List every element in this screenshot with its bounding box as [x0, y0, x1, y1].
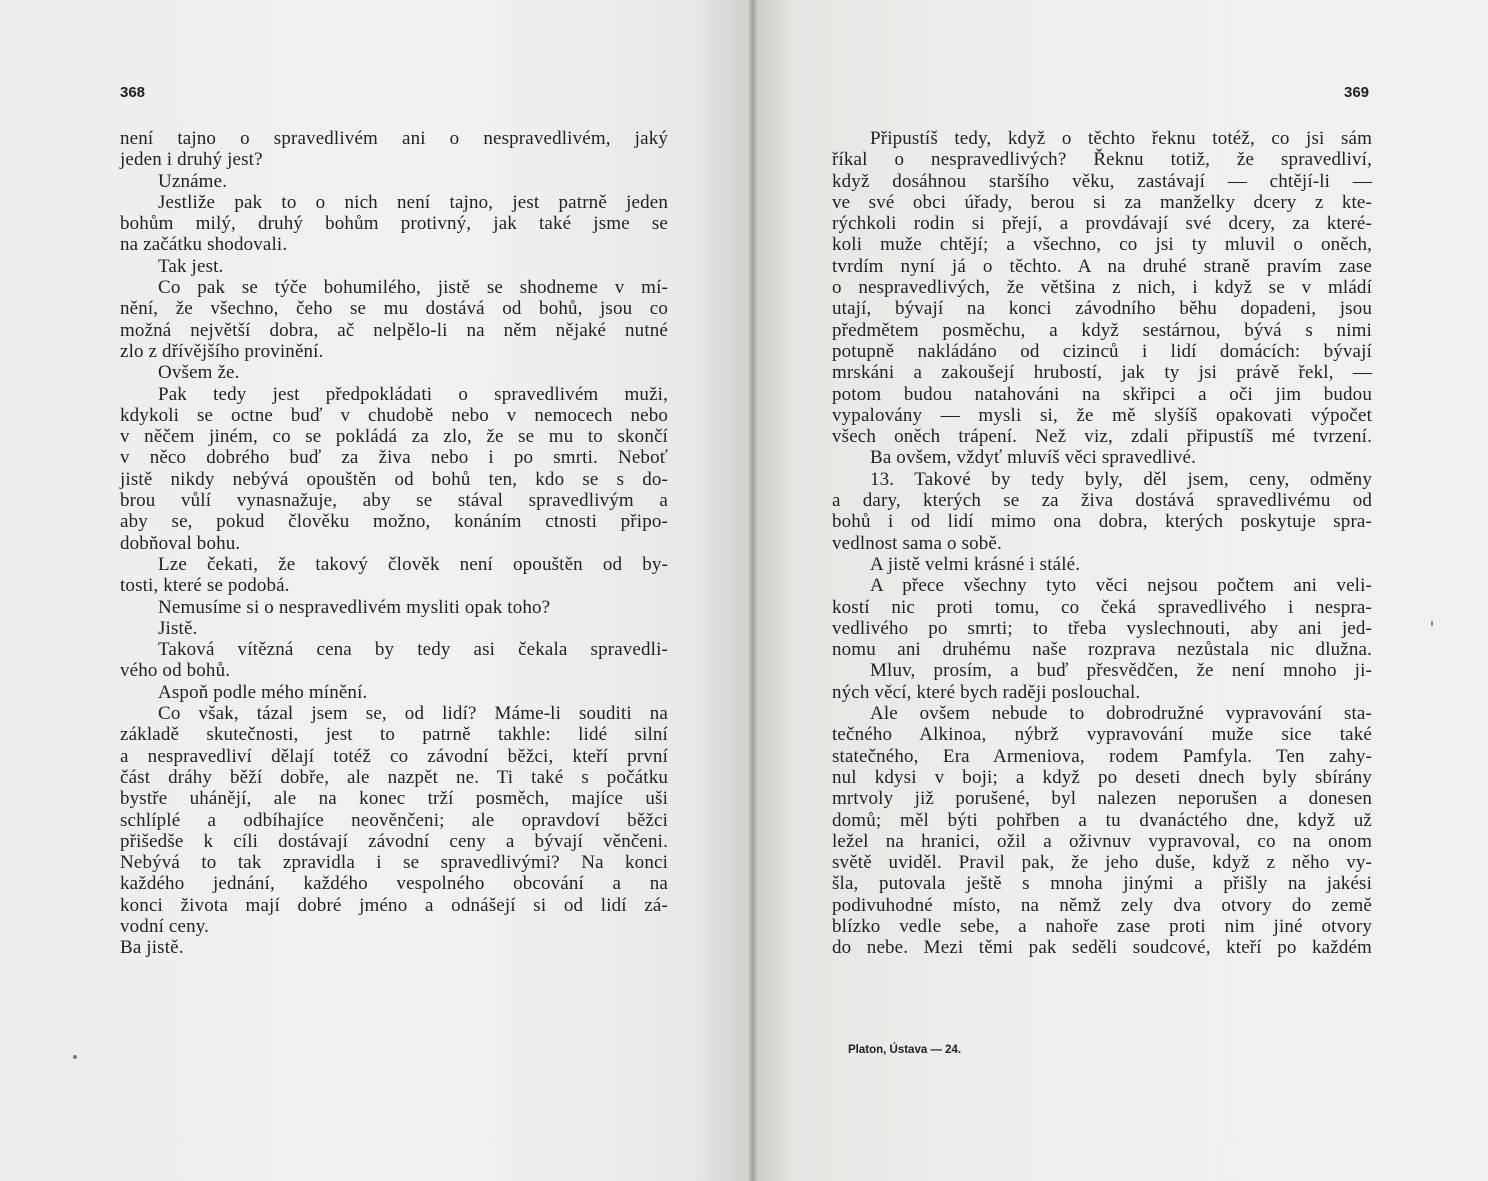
text-line: nění, že všechno, čeho se mu dostává od bohů, jsou co [120, 298, 668, 320]
text-line: Připustíš tedy, když o těchto řeknu totéž, co jsi sám [870, 128, 1372, 149]
text-line: Co pak se týče bohumilého, jistě se shodneme v mí- [158, 277, 668, 299]
text-line: a nespravedliví dělají totéž co závodní běžci, kteří první [120, 745, 668, 767]
text-line: domů; měl býti pohřben a tu dvanáctého dne, když už [832, 809, 1372, 831]
text-line: vého od bohů. [120, 660, 231, 682]
text-line: Aspoň podle mého mínění. [158, 681, 368, 703]
book-gutter [748, 0, 758, 1181]
text-line: Taková vítězná cena by tedy asi čekala spravedli- [158, 639, 668, 661]
text-line: možná největší dobra, ač nelpělo-li na něm nějaké nutné [120, 319, 668, 341]
text-line: jistě nikdy nebývá opouštěn od bohů ten, kdo se s do- [120, 468, 668, 490]
text-line: Nebývá to tak zpravidla i se spravedlivými? Na konci [120, 852, 668, 874]
text-line: mrtvoly již porušené, byl nalezen neporušen a donesen [832, 788, 1372, 810]
text-line: tosti, které se podobá. [120, 575, 290, 597]
text-line: světě uviděl. Pravil pak, že jeho duše, když z něho vy- [832, 852, 1372, 874]
page-number-left: 368 [120, 84, 146, 101]
text-line: v něco dobrého buď za živa nebo i po smrti. Neboť [120, 447, 668, 469]
text-line: nomu ani druhému naše rozprava nezůstala nic dlužna. [832, 639, 1372, 661]
text-line: rýchkoli rodin si přejí, a provdávají své dcery, za které- [832, 213, 1372, 235]
text-line: předmětem posměchu, a když sestárnou, bývá s nimi [832, 319, 1372, 341]
text-line: šla, putovala ještě s mnoha jinými a přišly na jakési [832, 873, 1372, 895]
text-line: Ale ovšem nebude to dobrodružné vypravování sta- [870, 703, 1372, 725]
text-line: aby se, pokud člověku možno, konáním ctnosti připo- [120, 511, 668, 533]
text-line: A jistě velmi krásné i stálé. [870, 553, 1081, 575]
text-line: A přece všechny tyto věci nejsou počtem ani veli- [870, 575, 1372, 597]
text-line: o nespravedlivých, že většina z nich, i když se v mládí [832, 277, 1372, 299]
text-line: konci života mají dobré jméno a odnášejí si od lidí zá- [120, 894, 668, 916]
text-line: vypalovány — mysli si, že mě slyšíš opakovati výpočet [832, 404, 1372, 426]
text-line: schlíplé a odbíhajíce neověnčeni; ale opravdoví běžci [120, 809, 668, 831]
text-line: Uznáme. [158, 170, 228, 192]
text-line: každého jednání, každého vespolného obcování a na [120, 873, 668, 895]
text-line: bystře uhánějí, ale na konec trží posměch, majíce uši [120, 788, 668, 810]
text-line: potupně nakládáno od cizinců i lidí domácích: bývají [832, 340, 1372, 362]
signature-footer: Platon, Ústava — 24. [848, 1044, 962, 1056]
text-line: část dráhy běží dobře, ale nazpět ne. Ti také s počátku [120, 766, 668, 788]
text-line: Tak jest. [158, 255, 224, 277]
text-line: mrskáni a zakoušejí hrubostí, jak ty jsi právě řekl, — [832, 362, 1372, 384]
text-line: všech oněch trápení. Než viz, zdali připustíš mé tvrzení. [832, 426, 1372, 448]
text-line: základě skutečnosti, jest to patrně takhle: lidé silní [120, 724, 668, 746]
text-line: kostí nic proti tomu, co čeká spravedlivého i nespra- [832, 596, 1372, 618]
text-line: Jestliže pak to o nich není tajno, jest patrně jeden [158, 191, 668, 213]
text-line: utají, bývají na konci závodního běhu dopadeni, jsou [832, 298, 1372, 320]
text-line: Co však, tázal jsem se, od lidí? Máme-li souditi na [158, 703, 668, 725]
text-line: ve své obci úřady, berou si za manželky dcery z kte- [832, 191, 1372, 213]
text-line: Mluv, prosím, a buď přesvědčen, že není mnoho ji- [870, 660, 1372, 682]
text-line: dobňoval bohu. [120, 532, 241, 554]
text-line: Ovšem že. [158, 362, 240, 384]
text-line: na začátku shodovali. [120, 234, 288, 256]
text-line: kdykoli se octne buď v chudobě nebo v nemocech nebo [120, 404, 668, 426]
text-line: Lze čekati, že takový člověk není opouštěn od by- [158, 553, 668, 575]
left-page-text [120, 128, 668, 959]
text-line: vedlivého po smrti; to třeba vyslechnouti, aby ani jed- [832, 617, 1372, 639]
text-line: zlo z dřívějšího provinění. [120, 340, 324, 362]
text-line: Ba ovšem, vždyť mluvíš věci spravedlivé. [870, 447, 1196, 469]
text-line: Jistě. [158, 617, 198, 639]
text-line: tvrdím nyní já o těchto. A na druhé straně pravím zase [832, 255, 1372, 277]
text-line: blízko vedle sebe, a nahoře zase proti nim jiné otvory [832, 915, 1372, 937]
text-line: Pak tedy jest předpokládati o spravedlivém muži, [158, 383, 668, 405]
text-line: ných věcí, které bych raději poslouchal. [832, 681, 1141, 703]
text-line: přišedše k cíli dostávají závodní ceny a bývají věnčeni. [120, 830, 668, 852]
text-line: brou vůlí vynasnažuje, aby se stával spravedlivým a [120, 490, 668, 512]
text-line: jeden i druhý jest? [120, 149, 263, 171]
text-line: podivuhodné místo, na němž zely dva otvory do země [832, 894, 1372, 916]
text-line: do nebe. Mezi těmi pak seděli soudcové, kteří po každém [832, 937, 1372, 959]
text-line: Ba jistě. [120, 937, 184, 959]
text-line: vedlnost sama o sobě. [832, 532, 1002, 554]
text-line: nul kdysi v boji; a když po deseti dnech byly sbírány [832, 766, 1372, 788]
text-line: 13. Takové by tedy byly, děl jsem, ceny, odměny [870, 468, 1372, 490]
text-line: a dary, kterých se za živa dostává spravedlivému od [832, 490, 1372, 512]
text-line: statečného, Era Armeniova, rodem Pamfyla. Ten zahy- [832, 745, 1372, 767]
text-line: potom budou natahováni na skřipci a oči jim budou [832, 383, 1372, 405]
paper-speck [1431, 621, 1433, 626]
text-line: Nemusíme si o nespravedlivém mysliti opak toho? [158, 596, 551, 618]
text-line: v něčem jiném, co se pokládá za zlo, že se mu to skončí [120, 426, 668, 448]
right-page-text [832, 128, 1372, 959]
text-line: není tajno o spravedlivém ani o nespravedlivém, jaký [120, 128, 668, 149]
text-line: říkal o nespravedlivých? Řeknu totiž, že spravedliví, [832, 149, 1372, 171]
page-number-right: 369 [1344, 84, 1370, 101]
text-line: bohů i od lidí mimo ona dobra, kterých poskytuje spra- [832, 511, 1372, 533]
text-line: koli muže chtějí; a všechno, co jsi ty mluvil o oněch, [832, 234, 1372, 256]
text-line: když dosáhnou staršího věku, zastávají — chtějí-li — [832, 170, 1372, 192]
text-line: ležel na hranici, ožil a oživnuv vypravoval, co na onom [832, 830, 1372, 852]
text-line: bohům milý, druhý bohům protivný, jak také jsme se [120, 213, 668, 235]
text-line: tečného Alkinoa, nýbrž vypravování muže sice také [832, 724, 1372, 746]
text-line: vodní ceny. [120, 915, 210, 937]
paper-speck [73, 1055, 77, 1059]
